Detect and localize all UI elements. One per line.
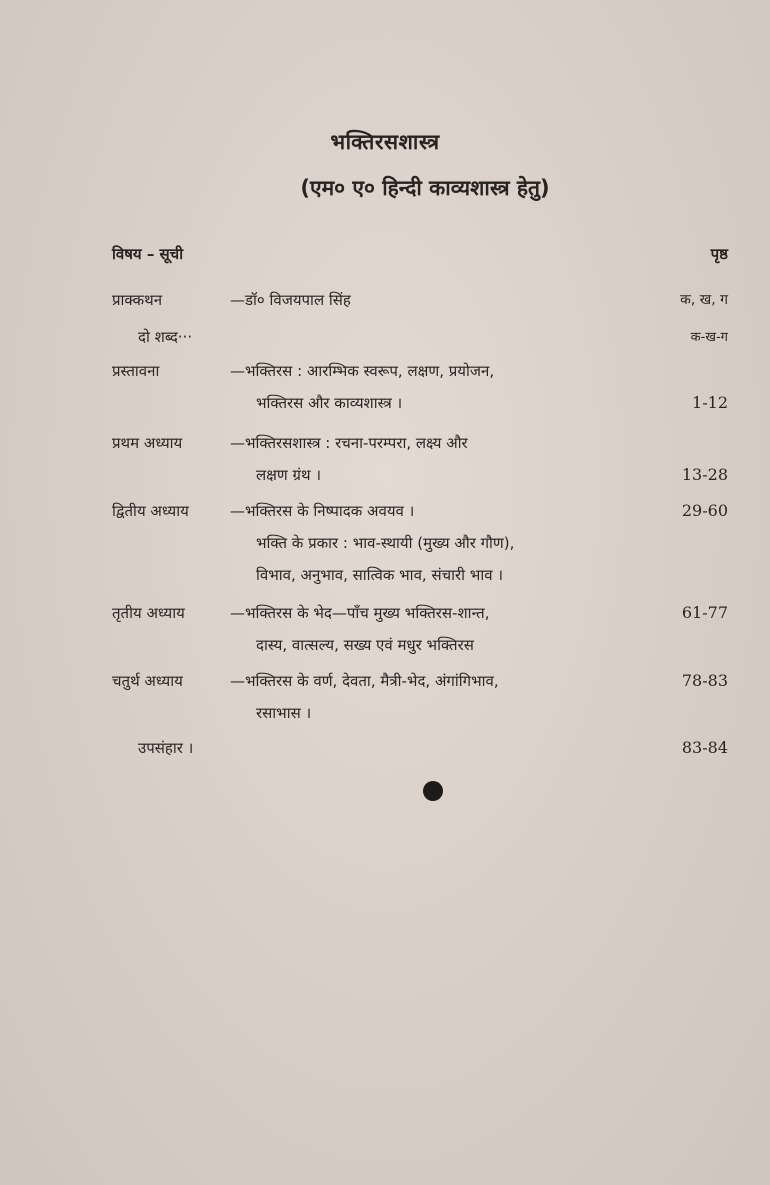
toc-entry-page: 83-84 [681,738,728,757]
toc-entry-text [230,284,650,316]
toc-entry-line: —भक्तिरसशास्त्र : रचना-परम्परा, लक्ष्य और [230,434,468,452]
toc-entry-line: —भक्तिरस के निष्पादक अवयव । [230,502,415,520]
toc-entry-line: —भक्तिरस के भेद—पाँच मुख्य भक्तिरस-शान्त, [230,604,490,622]
toc-header-left: विषय – सूची [112,245,184,263]
toc-entry-text [230,355,650,419]
toc-entry-page: 78-83 [681,671,728,690]
toc-entry-line: भक्तिरस और काव्यशास्त्र । [256,394,403,412]
toc-entry-line: —भक्तिरस : आरम्भिक स्वरूप, लक्षण, प्रयोजन, [230,362,495,380]
toc-entry-label: चतुर्थ अध्याय [112,672,183,690]
toc-entry-text [230,665,650,729]
toc-entry-text [230,495,650,591]
toc-entry-line: —डॉ० विजयपाल सिंह [230,291,351,309]
toc-entry-label: तृतीय अध्याय [112,604,185,622]
toc-entry-text [230,427,650,491]
toc-entry-label: दो शब्द··· [138,328,193,346]
toc-entry-page: क, ख, ग [680,292,728,308]
toc-entry-page: 1-12 [692,393,728,412]
toc-entry-page: 29-60 [681,501,728,520]
toc-entry-label: प्रथम अध्याय [112,434,183,452]
toc-entry-line: रसाभास । [256,704,312,722]
toc-entry-text [230,597,650,661]
page-title: भक्तिरसशास्त्र [330,130,440,154]
toc-entry-line: भक्ति के प्रकार : भाव-स्थायी (मुख्य और गौण), [256,534,515,552]
toc-entry-label: प्रस्तावना [112,362,160,380]
ornament-dot [423,781,443,801]
toc-entry-label: प्राक्कथन [112,291,163,309]
toc-entry-page: 13-28 [681,465,728,484]
toc-entry-page: 61-77 [681,603,728,622]
toc-entry-line: दास्य, वात्सल्य, सख्य एवं मधुर भक्तिरस [256,636,474,654]
toc-entry-line: विभाव, अनुभाव, सात्विक भाव, संचारी भाव । [256,566,504,584]
toc-header-right: पृष्ठ [710,245,728,263]
toc-entry-line: लक्षण ग्रंथ । [256,466,322,484]
toc-entry-page: क-ख-ग [690,330,728,345]
page-subtitle: (एम० ए० हिन्दी काव्यशास्त्र हेतु) [300,176,550,200]
toc-entry-label: उपसंहार । [138,739,194,757]
toc-entry-line: —भक्तिरस के वर्ण, देवता, मैत्री-भेद, अंगांगिभाव, [230,672,499,690]
toc-entry-label: द्वितीय अध्याय [112,502,189,520]
